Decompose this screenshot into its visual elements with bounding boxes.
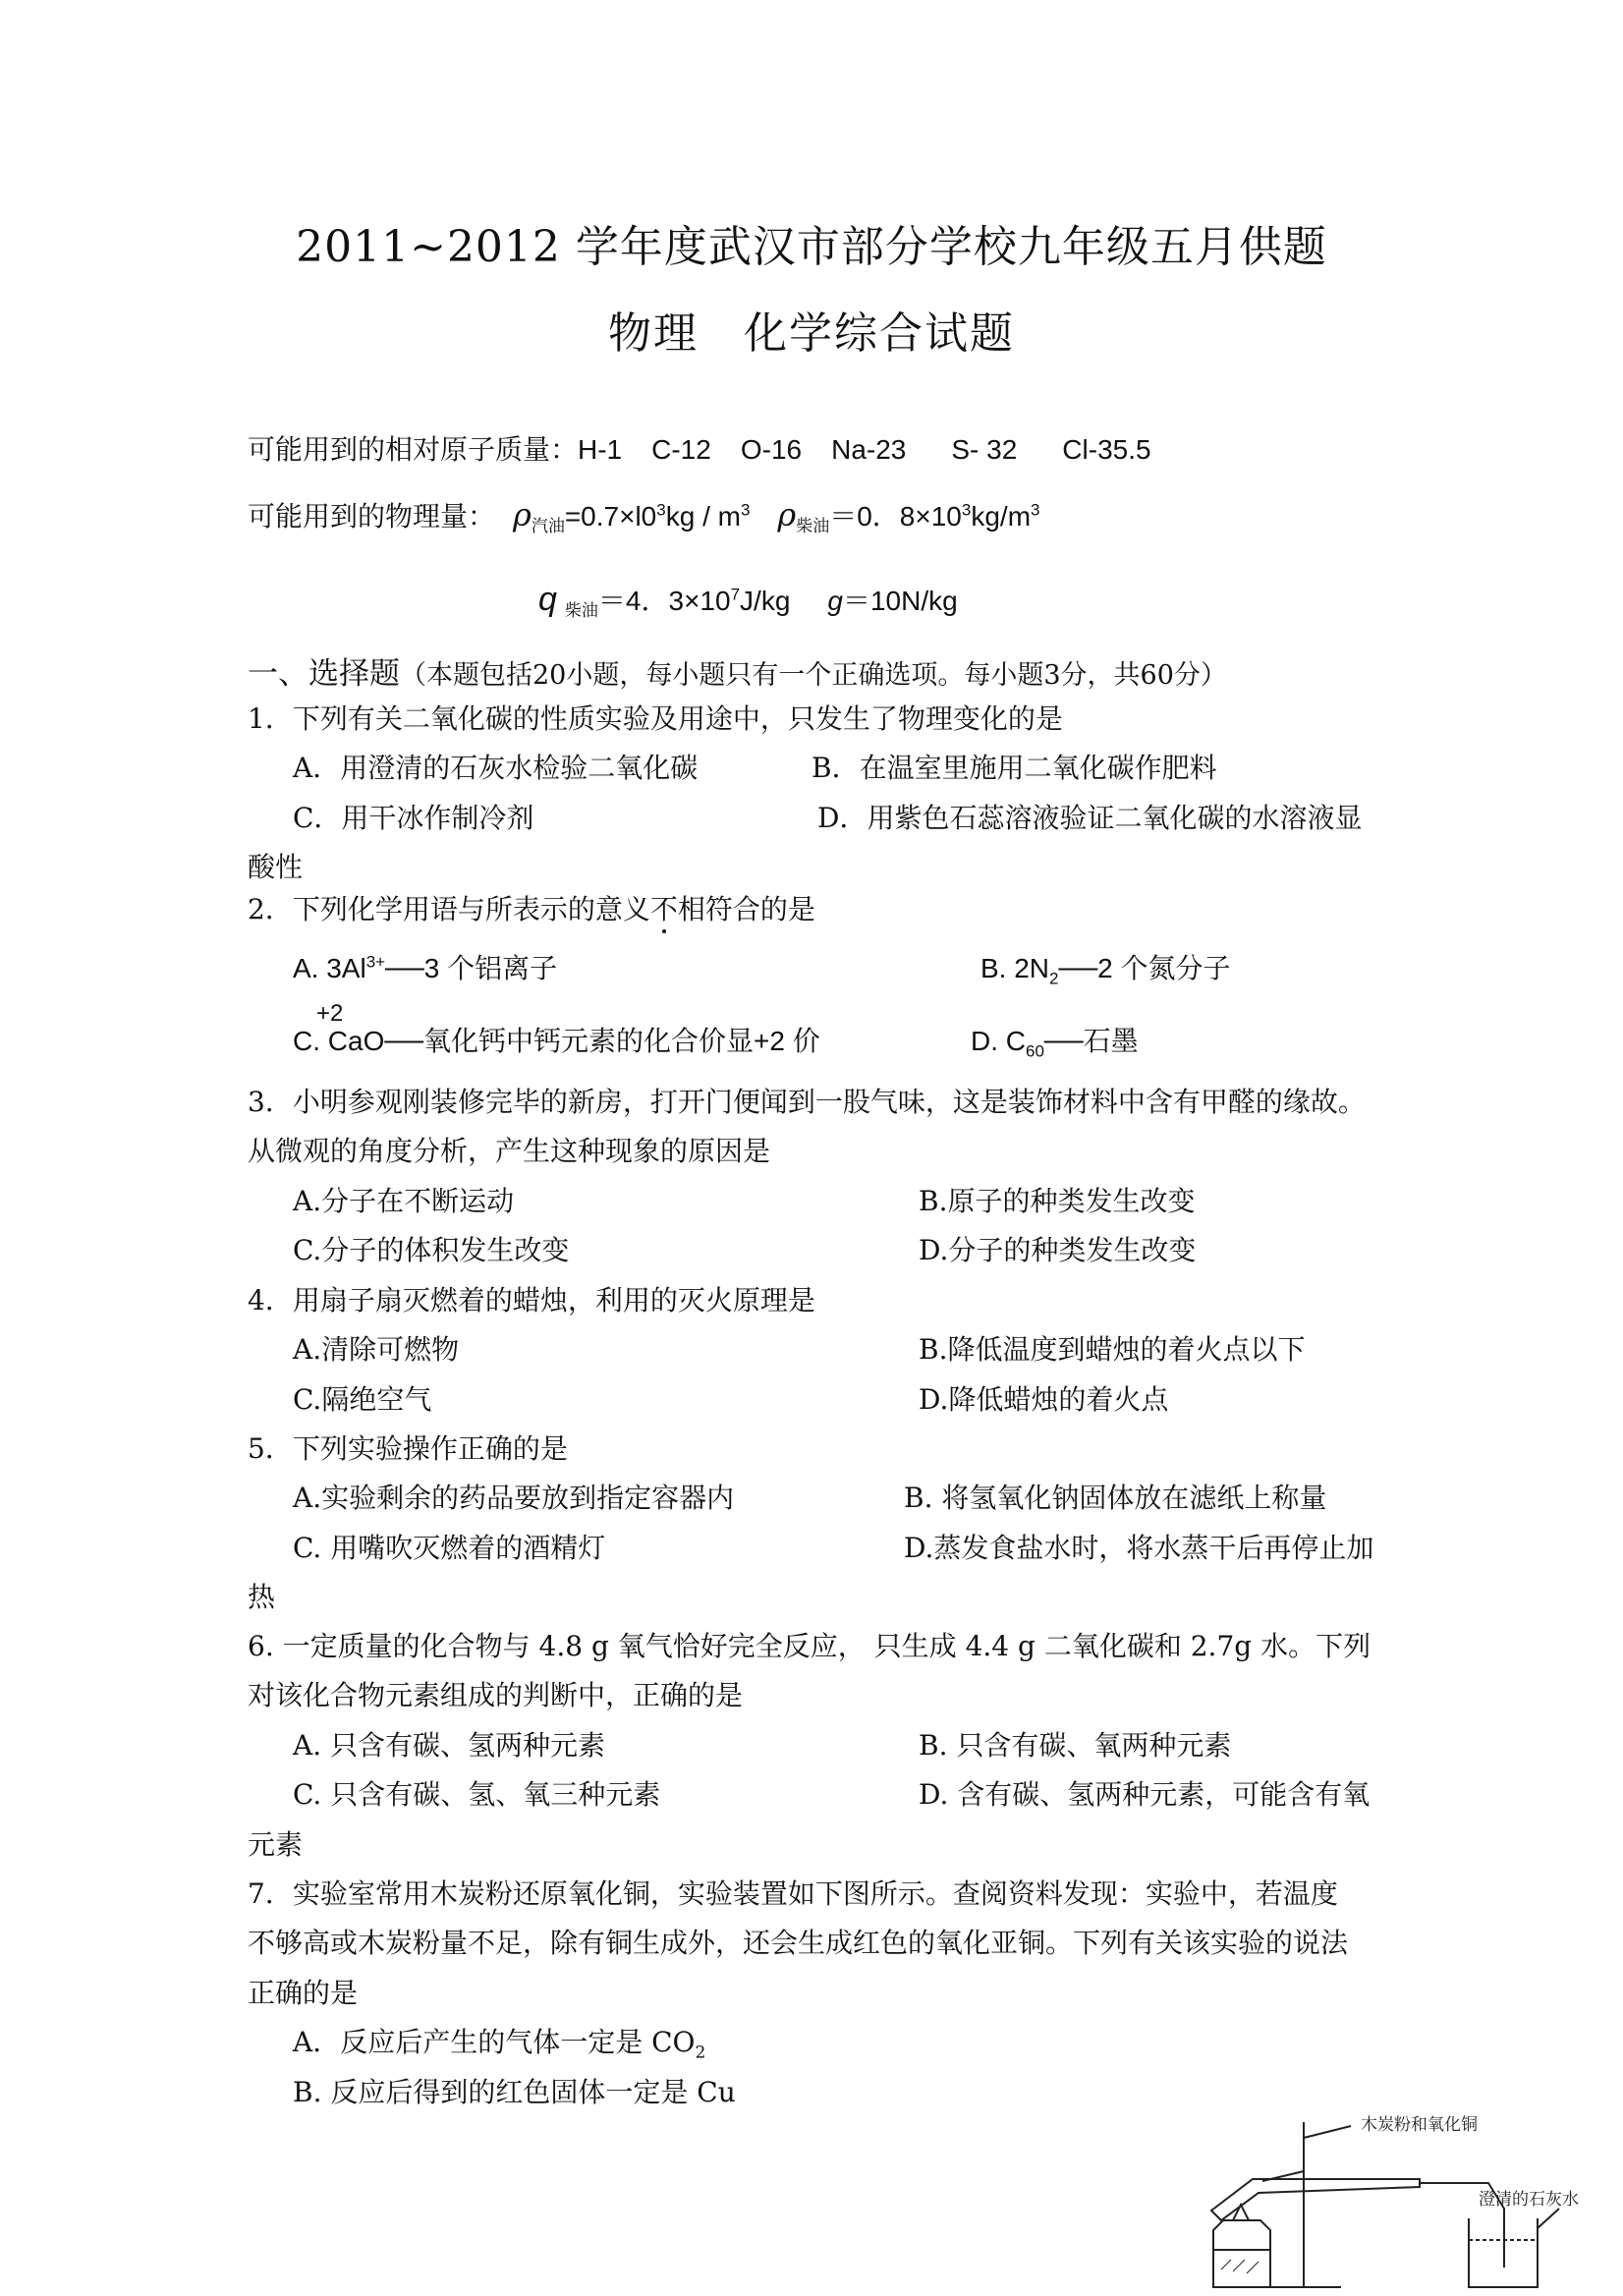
q-sub: 柴油 (564, 601, 598, 620)
q6-stem-2: 对该化合物元素组成的判断中，正确的是 (248, 1679, 744, 1711)
q4-option-b: B.降低温度到蜡烛的着火点以下 (919, 1333, 1306, 1366)
q3-option-a: A.分子在不断运动 (293, 1185, 515, 1217)
q1-option-d-cont: 酸性 (248, 851, 304, 883)
q2-stem-post: 相符合的是 (677, 893, 815, 925)
q3-option-d: D.分子的种类发生改变 (919, 1234, 1197, 1266)
q3-option-c: C.分子的体积发生改变 (293, 1234, 570, 1266)
q2-a-sup: 3+ (365, 952, 386, 972)
q5-option-d: D.蒸发食盐水时，将水蒸干后再停止加 (904, 1532, 1374, 1564)
q2-option-b (980, 951, 1231, 986)
g-symbol: g (827, 586, 843, 616)
q2-stem-emphasis: 不 (649, 893, 678, 925)
q2-b-sub: 2 (1049, 969, 1059, 988)
figure-label-limewater: 澄清的石灰水 (1479, 2190, 1579, 2210)
q2-a-pre: A. 3Al (293, 953, 366, 983)
q6-option-a: A. 只含有碳、氢两种元素 (293, 1729, 606, 1762)
q-value: ＝4．3×10 (597, 586, 731, 616)
q4-option-d: D.降低蜡烛的着火点 (919, 1383, 1169, 1416)
exam-subtitle: 物理 化学综合试题 (608, 308, 1015, 359)
q4-option-c: C.隔绝空气 (293, 1383, 432, 1416)
q6-option-b: B. 只含有碳、氧两种元素 (919, 1729, 1232, 1762)
atomic-mass-h: H-1 (578, 434, 623, 465)
rho-gas-sub: 汽油 (531, 517, 565, 535)
q1-stem: 1．下列有关二氧化碳的性质实验及用途中，只发生了物理变化的是 (248, 702, 1063, 735)
q-unit: J/kg (740, 586, 791, 616)
q5-option-a: A.实验剩余的药品要放到指定容器内 (293, 1482, 735, 1514)
q2-option-a (293, 951, 557, 986)
q2-d-sub: 60 (1026, 1041, 1044, 1061)
rho-gas-exp: 3 (656, 500, 666, 520)
q6-option-c: C. 只含有碳、氢、氧三种元素 (293, 1778, 661, 1811)
q4-stem: 4．用扇子扇灭燃着的蜡烛，利用的灭火原理是 (248, 1284, 815, 1316)
atomic-mass-c: C-12 (651, 434, 711, 465)
q2-option-d (971, 1024, 1139, 1059)
q3-stem-1: 3．小明参观刚装修完毕的新房，打开门便闻到一股气味，这是装饰材料中含有甲醛的缘故。 (248, 1086, 1366, 1118)
section-note: （本题包括20小题，每小题只有一个正确选项。每小题3分，共60分） (400, 660, 1227, 691)
rho-diesel-sub: 柴油 (796, 517, 830, 535)
q-symbol: q (538, 581, 557, 618)
atomic-mass-o: O-16 (740, 434, 803, 465)
rho-diesel-exp: 3 (961, 500, 972, 520)
q2-d-post: ──石墨 (1043, 1026, 1139, 1056)
label-leader-1 (1304, 2126, 1351, 2138)
label-leader-2 (1538, 2209, 1559, 2228)
q1-option-c: C．用干冰作制冷剂 (293, 802, 534, 834)
atomic-mass-na: Na-23 (831, 434, 907, 465)
alcohol-lamp (1213, 2220, 1270, 2287)
q7-stem-2: 不够高或木炭粉量不足，除有铜生成外，还会生成红色的氧化亚铜。下列有关该实验的说法 (248, 1927, 1349, 1959)
g-value: ＝10N/kg (842, 586, 958, 616)
q3-stem-2: 从微观的角度分析，产生这种现象的原因是 (248, 1135, 771, 1167)
rho-gas-unit-exp: 3 (740, 500, 751, 520)
atomic-mass-cl: Cl-35.5 (1062, 434, 1151, 465)
figure-label-reactants: 木炭粉和氧化铜 (1361, 2115, 1478, 2135)
test-tube (1211, 2179, 1420, 2220)
rho-diesel-unit-exp: 3 (1031, 500, 1040, 520)
physics-label: 可能用到的物理量： (248, 501, 496, 532)
q2-d-pre: D. C (971, 1026, 1026, 1056)
q-exp: 7 (730, 585, 741, 604)
q1-option-a: A．用澄清的石灰水检验二氧化碳 (293, 752, 699, 784)
q2-stem-pre: 2．下列化学用语与所表示的意义 (248, 893, 650, 925)
q1-option-d: D．用紫色石蕊溶液验证二氧化碳的水溶液显 (817, 802, 1363, 834)
q2-b-post: ──2 个氮分子 (1058, 953, 1231, 983)
exam-title: 2011~2012 学年度武汉市部分学校九年级五月供题 (296, 222, 1327, 272)
q1-option-b: B．在温室里施用二氧化碳作肥料 (812, 752, 1217, 784)
q7-stem-1: 7．实验室常用木炭粉还原氧化铜，实验装置如下图所示。查阅资料发现：实验中，若温度 (248, 1877, 1338, 1910)
rho-diesel-value: ＝0．8×10 (829, 501, 962, 532)
q7-option-b: B. 反应后得到的红色固体一定是 Cu (293, 2076, 736, 2108)
q2-option-c: C. CaO──氧化钙中钙元素的化合价显+2 价 (293, 1026, 820, 1056)
q5-option-c: C. 用嘴吹灭燃着的酒精灯 (293, 1532, 606, 1564)
section-heading (248, 648, 1227, 693)
q2-b-pre: B. 2N (980, 953, 1050, 983)
apparatus-figure (1194, 2102, 1606, 2289)
q6-option-d: D. 含有碳、氢两种元素，可能含有氧 (919, 1778, 1371, 1811)
heat-gravity-line (538, 582, 958, 629)
q6-option-d-cont: 元素 (248, 1828, 304, 1861)
q7-stem-3: 正确的是 (248, 1977, 359, 2009)
section-title: 一、选择题 (248, 656, 400, 692)
q5-option-d-cont: 热 (248, 1581, 276, 1613)
rho-diesel-unit: kg/m (971, 501, 1032, 532)
q7-a-sub: 2 (695, 2043, 706, 2063)
q2-stem (248, 892, 815, 927)
atomic-mass-s: S- 32 (951, 434, 1018, 465)
q4-option-a: A.清除可燃物 (293, 1333, 460, 1366)
q7-option-a (293, 2025, 706, 2063)
atomic-mass-label: 可能用到的相对原子质量： (248, 434, 579, 465)
rho-gas-unit: kg / m (665, 501, 741, 532)
physics-constants-line (248, 497, 1040, 544)
q6-stem-1: 6. 一定质量的化合物与 4.8 g 氧气恰好完全反应， 只生成 4.4 g 二氧化碳和 2.7g 水。下列 (248, 1630, 1371, 1662)
q3-option-b: B.原子的种类发生改变 (919, 1185, 1196, 1217)
q5-option-b: B. 将氢氧化钠固体放在滤纸上称量 (904, 1482, 1327, 1514)
q5-stem: 5．下列实验操作正确的是 (248, 1432, 568, 1465)
q7-a-pre: A．反应后产生的气体一定是 CO (293, 2026, 696, 2058)
q2-a-post: ──3 个铝离子 (385, 953, 558, 983)
rho-symbol-gas: ρ (513, 496, 532, 533)
atomic-mass-line (248, 432, 1151, 468)
rho-gas-value: =0.7×l0 (564, 501, 657, 532)
q2-valence-mark: +2 (316, 1000, 344, 1027)
rho-symbol-diesel: ρ (777, 496, 797, 533)
